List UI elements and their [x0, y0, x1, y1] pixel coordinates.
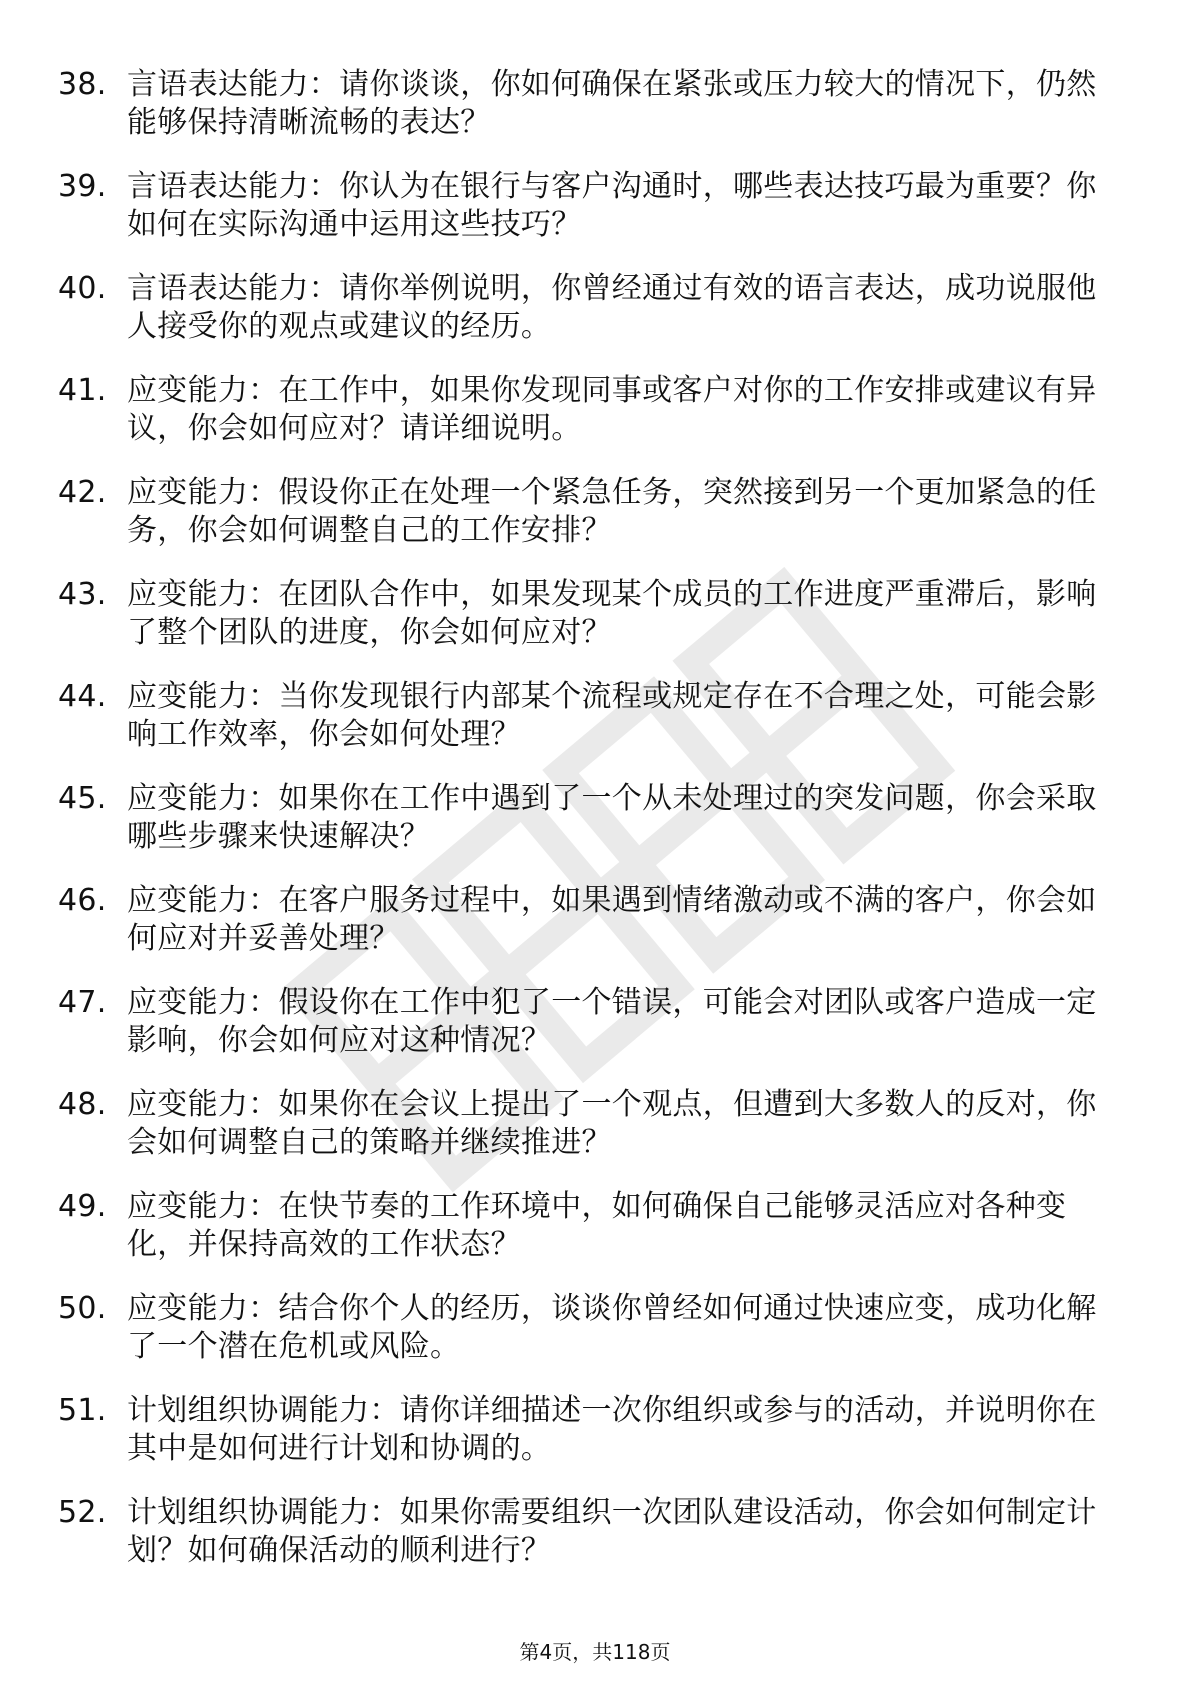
question-text: 应变能力：在客户服务过程中，如果遇到情绪激动或不满的客户，你会如何应对并妥善处理？: [127, 883, 1097, 956]
question-number: 42.: [58, 475, 107, 510]
question-text: 言语表达能力：请你谈谈，你如何确保在紧张或压力较大的情况下，仍然能够保持清晰流畅的表达？: [127, 67, 1097, 140]
list-item: [58, 1086, 1118, 1162]
question-text: 应变能力：如果你在工作中遇到了一个从未处理过的突发问题，你会采取哪些步骤来快速解决？: [127, 781, 1097, 854]
list-item: [58, 1392, 1118, 1468]
question-number: 48.: [58, 1087, 107, 1122]
question-number: 46.: [58, 883, 107, 918]
question-number: 45.: [58, 781, 107, 816]
question-number: 40.: [58, 271, 107, 306]
list-item: [58, 678, 1118, 754]
list-item: [58, 1494, 1118, 1570]
question-text: 应变能力：如果你在会议上提出了一个观点，但遭到大多数人的反对，你会如何调整自己的策略并继续推进？: [127, 1087, 1097, 1160]
question-number: 47.: [58, 985, 107, 1020]
question-text: 计划组织协调能力：如果你需要组织一次团队建设活动，你会如何制定计划？如何确保活动的顺利进行？: [127, 1495, 1097, 1568]
question-number: 38.: [58, 67, 107, 102]
list-item: [58, 882, 1118, 958]
question-number: 43.: [58, 577, 107, 612]
list-item: [58, 1290, 1118, 1366]
question-text: 应变能力：假设你正在处理一个紧急任务，突然接到另一个更加紧急的任务，你会如何调整自己的工作安排？: [127, 475, 1097, 548]
list-item: [58, 780, 1118, 856]
question-number: 50.: [58, 1291, 107, 1326]
page-footer: 第4页，共118页: [519, 1640, 671, 1664]
question-text: 计划组织协调能力：请你详细描述一次你组织或参与的活动，并说明你在其中是如何进行计划和协调的。: [127, 1393, 1097, 1466]
list-item: [58, 168, 1118, 244]
question-number: 41.: [58, 373, 107, 408]
question-text: 言语表达能力：请你举例说明，你曾经通过有效的语言表达，成功说服他人接受你的观点或建议的经历。: [127, 271, 1097, 344]
list-item: [58, 66, 1118, 142]
question-text: 应变能力：在团队合作中，如果发现某个成员的工作进度严重滞后，影响了整个团队的进度，你会如何应对？: [127, 577, 1097, 650]
question-text: 应变能力：当你发现银行内部某个流程或规定存在不合理之处，可能会影响工作效率，你会如何处理？: [127, 679, 1097, 752]
question-number: 49.: [58, 1189, 107, 1224]
question-number: 51.: [58, 1393, 107, 1428]
question-number: 39.: [58, 169, 107, 204]
question-text: 应变能力：假设你在工作中犯了一个错误，可能会对团队或客户造成一定影响，你会如何应对这种情况？: [127, 985, 1097, 1058]
list-item: [58, 372, 1118, 448]
question-text: 言语表达能力：你认为在银行与客户沟通时，哪些表达技巧最为重要？你如何在实际沟通中运用这些技巧？: [127, 169, 1097, 242]
question-text: 应变能力：在快节奏的工作环境中，如何确保自己能够灵活应对各种变化，并保持高效的工作状态？: [127, 1189, 1067, 1262]
question-list: [58, 66, 1118, 1596]
list-item: [58, 984, 1118, 1060]
question-text: 应变能力：在工作中，如果你发现同事或客户对你的工作安排或建议有异议，你会如何应对？请详细说明。: [127, 373, 1097, 446]
list-item: [58, 270, 1118, 346]
list-item: [58, 1188, 1118, 1264]
question-number: 52.: [58, 1495, 107, 1530]
list-item: [58, 474, 1118, 550]
question-text: 应变能力：结合你个人的经历，谈谈你曾经如何通过快速应变，成功化解了一个潜在危机或风险。: [127, 1291, 1097, 1364]
question-number: 44.: [58, 679, 107, 714]
list-item: [58, 576, 1118, 652]
